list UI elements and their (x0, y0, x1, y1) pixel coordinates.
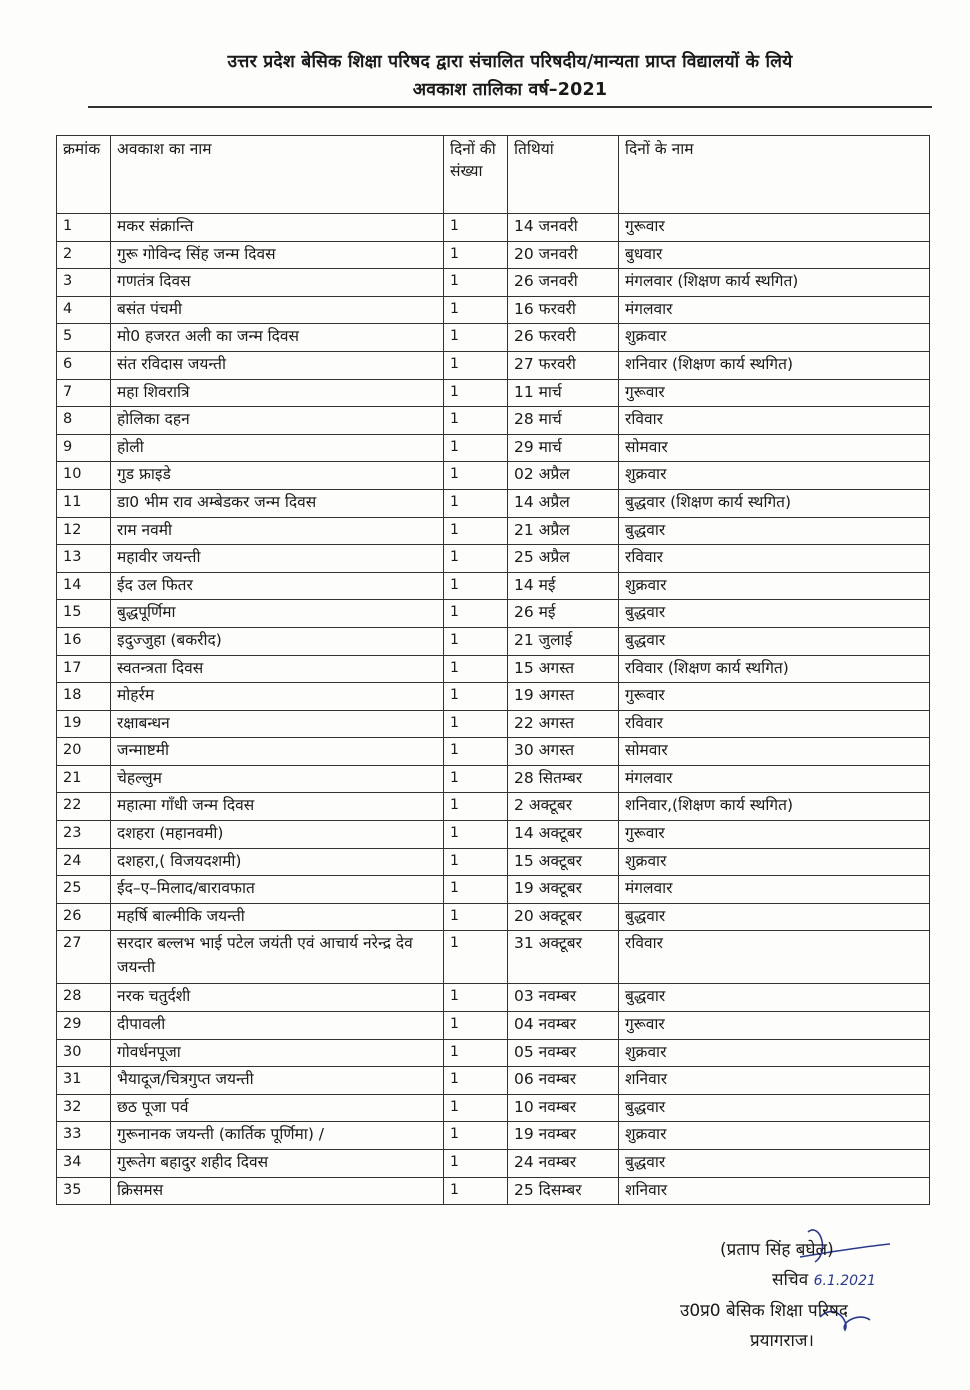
cell-serial: 31 (57, 1067, 111, 1095)
table-row (57, 793, 930, 821)
cell-day-name: रविवार (619, 931, 930, 984)
cell-date: 11 मार्च (508, 379, 619, 407)
cell-date: 10 नवम्बर (508, 1094, 619, 1122)
table-row (57, 710, 930, 738)
cell-serial: 4 (57, 296, 111, 324)
cell-day-name: शनिवार (शिक्षण कार्य स्थगित) (619, 351, 930, 379)
cell-holiday-name: गुरूनानक जयन्ती (कार्तिक पूर्णिमा) / (111, 1122, 444, 1150)
header-date: तिथियां (508, 136, 619, 214)
title-line-2: अवकाश तालिका वर्ष–2021 (412, 80, 608, 100)
cell-day-count: 1 (444, 269, 508, 297)
cell-serial: 34 (57, 1150, 111, 1178)
cell-day-name: शुक्रवार (619, 324, 930, 352)
cell-holiday-name: ईद उल फितर (111, 572, 444, 600)
table-row (57, 655, 930, 683)
signatory-office: उ0प्र0 बेसिक शिक्षा परिषद (680, 1301, 848, 1321)
table-row (57, 984, 930, 1012)
cell-day-count: 1 (444, 241, 508, 269)
document-title (90, 48, 930, 104)
cell-day-name: मंगलवार (619, 765, 930, 793)
cell-holiday-name: राम नवमी (111, 517, 444, 545)
cell-date: 30 अगस्त (508, 738, 619, 766)
cell-date: 24 नवम्बर (508, 1150, 619, 1178)
cell-day-name: गुरूवार (619, 379, 930, 407)
table-row (57, 489, 930, 517)
cell-holiday-name: नरक चतुर्दशी (111, 984, 444, 1012)
cell-date: 27 फरवरी (508, 351, 619, 379)
cell-day-name: शुक्रवार (619, 1122, 930, 1150)
signatory-name: (प्रताप सिंह बघेल) (720, 1240, 834, 1260)
cell-date: 19 अगस्त (508, 683, 619, 711)
cell-day-name: मंगलवार (619, 876, 930, 904)
table-row (57, 903, 930, 931)
cell-date: 15 अगस्त (508, 655, 619, 683)
cell-holiday-name: संत रविदास जयन्ती (111, 351, 444, 379)
table-row (57, 324, 930, 352)
cell-serial: 26 (57, 903, 111, 931)
cell-day-name: बुद्धवार (शिक्षण कार्य स्थगित) (619, 489, 930, 517)
table-row (57, 379, 930, 407)
cell-date: 21 जुलाई (508, 627, 619, 655)
cell-day-count: 1 (444, 324, 508, 352)
cell-holiday-name: बुद्धपूर्णिमा (111, 600, 444, 628)
cell-holiday-name: भैयादूज/चित्रगुप्त जयन्ती (111, 1067, 444, 1095)
table-row (57, 600, 930, 628)
cell-date: 29 मार्च (508, 434, 619, 462)
cell-day-count: 1 (444, 407, 508, 435)
cell-day-name: मंगलवार (शिक्षण कार्य स्थगित) (619, 269, 930, 297)
cell-day-count: 1 (444, 545, 508, 573)
cell-date: 14 मई (508, 572, 619, 600)
table-row (57, 241, 930, 269)
cell-day-name: बुद्धवार (619, 627, 930, 655)
cell-serial: 27 (57, 931, 111, 984)
cell-date: 26 मई (508, 600, 619, 628)
cell-day-name: शनिवार (619, 1177, 930, 1205)
cell-date: 28 सितम्बर (508, 765, 619, 793)
cell-holiday-name: महावीर जयन्ती (111, 545, 444, 573)
cell-date: 2 अक्टूबर (508, 793, 619, 821)
cell-holiday-name: महात्मा गाँधी जन्म दिवस (111, 793, 444, 821)
holiday-table (56, 135, 930, 1205)
cell-date: 04 नवम्बर (508, 1012, 619, 1040)
cell-day-count: 1 (444, 1177, 508, 1205)
cell-date: 05 नवम्बर (508, 1039, 619, 1067)
cell-day-name: गुरूवार (619, 214, 930, 242)
cell-serial: 33 (57, 1122, 111, 1150)
cell-day-name: बुद्धवार (619, 903, 930, 931)
cell-day-count: 1 (444, 1067, 508, 1095)
cell-date: 25 दिसम्बर (508, 1177, 619, 1205)
cell-date: 25 अप्रैल (508, 545, 619, 573)
cell-holiday-name: स्वतन्त्रता दिवस (111, 655, 444, 683)
cell-day-count: 1 (444, 379, 508, 407)
cell-holiday-name: होलिका दहन (111, 407, 444, 435)
cell-day-count: 1 (444, 1094, 508, 1122)
cell-day-name: बुद्धवार (619, 1150, 930, 1178)
table-row (57, 517, 930, 545)
cell-serial: 7 (57, 379, 111, 407)
cell-day-count: 1 (444, 710, 508, 738)
cell-date: 16 फरवरी (508, 296, 619, 324)
table-row (57, 738, 930, 766)
table-row (57, 1067, 930, 1095)
cell-day-count: 1 (444, 600, 508, 628)
cell-day-count: 1 (444, 655, 508, 683)
table-row (57, 1094, 930, 1122)
cell-holiday-name: ईद–ए–मिलाद/बारावफात (111, 876, 444, 904)
table-row (57, 931, 930, 984)
table-row (57, 545, 930, 573)
cell-day-count: 1 (444, 765, 508, 793)
title-line-1: उत्तर प्रदेश बेसिक शिक्षा परिषद द्वारा संचालित परिषदीय/मान्यता प्राप्त विद्यालयों के लिये (227, 52, 793, 72)
cell-day-count: 1 (444, 793, 508, 821)
cell-day-count: 1 (444, 876, 508, 904)
cell-serial: 29 (57, 1012, 111, 1040)
table-row (57, 296, 930, 324)
cell-serial: 17 (57, 655, 111, 683)
cell-date: 20 अक्टूबर (508, 903, 619, 931)
cell-day-name: रविवार (619, 545, 930, 573)
header-day-count: दिनों की संख्या (444, 136, 508, 214)
cell-serial: 21 (57, 765, 111, 793)
cell-holiday-name: गणतंत्र दिवस (111, 269, 444, 297)
cell-holiday-name: गुरू गोविन्द सिंह जन्म दिवस (111, 241, 444, 269)
cell-day-count: 1 (444, 462, 508, 490)
table-row (57, 876, 930, 904)
cell-day-name: सोमवार (619, 738, 930, 766)
table-row (57, 1039, 930, 1067)
cell-day-count: 1 (444, 296, 508, 324)
cell-day-count: 1 (444, 214, 508, 242)
cell-day-name: शुक्रवार (619, 462, 930, 490)
cell-date: 22 अगस्त (508, 710, 619, 738)
cell-day-name: बुद्धवार (619, 1094, 930, 1122)
cell-serial: 23 (57, 821, 111, 849)
cell-day-count: 1 (444, 517, 508, 545)
cell-day-name: शुक्रवार (619, 848, 930, 876)
cell-day-count: 1 (444, 1012, 508, 1040)
table-row (57, 1177, 930, 1205)
cell-serial: 13 (57, 545, 111, 573)
cell-date: 31 अक्टूबर (508, 931, 619, 984)
cell-holiday-name: मो0 हजरत अली का जन्म दिवस (111, 324, 444, 352)
cell-day-name: सोमवार (619, 434, 930, 462)
cell-date: 21 अप्रैल (508, 517, 619, 545)
cell-day-name: गुरूवार (619, 1012, 930, 1040)
signatory-designation-line (680, 1265, 940, 1296)
table-row (57, 351, 930, 379)
cell-day-count: 1 (444, 351, 508, 379)
cell-day-count: 1 (444, 738, 508, 766)
cell-serial: 14 (57, 572, 111, 600)
cell-day-name: रविवार (619, 407, 930, 435)
table-row (57, 848, 930, 876)
cell-holiday-name: इदुज्जुहा (बकरीद) (111, 627, 444, 655)
cell-day-name: गुरूवार (619, 683, 930, 711)
cell-serial: 25 (57, 876, 111, 904)
cell-holiday-name: चेहल्लुम (111, 765, 444, 793)
cell-holiday-name: होली (111, 434, 444, 462)
cell-day-count: 1 (444, 903, 508, 931)
cell-serial: 5 (57, 324, 111, 352)
cell-day-count: 1 (444, 683, 508, 711)
cell-serial: 9 (57, 434, 111, 462)
cell-date: 19 नवम्बर (508, 1122, 619, 1150)
table-row (57, 683, 930, 711)
handwritten-date: 6.1.2021 (813, 1273, 876, 1289)
cell-serial: 32 (57, 1094, 111, 1122)
cell-day-count: 1 (444, 489, 508, 517)
cell-day-count: 1 (444, 572, 508, 600)
cell-holiday-name: बसंत पंचमी (111, 296, 444, 324)
cell-holiday-name: सरदार बल्लभ भाई पटेल जयंती एवं आचार्य नरेन्द्र देव जयन्ती (111, 931, 444, 984)
table-row (57, 1150, 930, 1178)
table-row (57, 407, 930, 435)
cell-holiday-name: गोवर्धनपूजा (111, 1039, 444, 1067)
cell-holiday-name: रक्षाबन्धन (111, 710, 444, 738)
cell-serial: 35 (57, 1177, 111, 1205)
cell-serial: 8 (57, 407, 111, 435)
cell-day-name: बुधवार (619, 241, 930, 269)
cell-holiday-name: छठ पूजा पर्व (111, 1094, 444, 1122)
cell-serial: 2 (57, 241, 111, 269)
cell-day-name: शुक्रवार (619, 572, 930, 600)
cell-date: 28 मार्च (508, 407, 619, 435)
cell-day-name: शुक्रवार (619, 1039, 930, 1067)
title-underline (88, 106, 932, 108)
cell-serial: 15 (57, 600, 111, 628)
cell-holiday-name: गुड फ्राइडे (111, 462, 444, 490)
cell-date: 02 अप्रैल (508, 462, 619, 490)
cell-serial: 20 (57, 738, 111, 766)
table-row (57, 434, 930, 462)
signature-block (680, 1235, 940, 1356)
cell-date: 14 अक्टूबर (508, 821, 619, 849)
signatory-place: प्रयागराज। (750, 1331, 814, 1351)
cell-day-name: मंगलवार (619, 296, 930, 324)
cell-holiday-name: दशहरा (महानवमी) (111, 821, 444, 849)
header-serial: क्रमांक (57, 136, 111, 214)
cell-holiday-name: महा शिवरात्रि (111, 379, 444, 407)
cell-serial: 22 (57, 793, 111, 821)
cell-serial: 28 (57, 984, 111, 1012)
cell-holiday-name: जन्माष्टमी (111, 738, 444, 766)
table-row (57, 765, 930, 793)
cell-holiday-name: मोहर्रम (111, 683, 444, 711)
cell-serial: 18 (57, 683, 111, 711)
cell-date: 06 नवम्बर (508, 1067, 619, 1095)
cell-day-count: 1 (444, 984, 508, 1012)
cell-holiday-name: डा0 भीम राव अम्बेडकर जन्म दिवस (111, 489, 444, 517)
table-row (57, 821, 930, 849)
cell-holiday-name: गुरूतेग बहादुर शहीद दिवस (111, 1150, 444, 1178)
cell-serial: 12 (57, 517, 111, 545)
cell-day-count: 1 (444, 821, 508, 849)
cell-holiday-name: दीपावली (111, 1012, 444, 1040)
table-row (57, 269, 930, 297)
cell-serial: 11 (57, 489, 111, 517)
cell-serial: 1 (57, 214, 111, 242)
table-row (57, 627, 930, 655)
cell-day-count: 1 (444, 627, 508, 655)
header-day-name: दिनों के नाम (619, 136, 930, 214)
cell-serial: 24 (57, 848, 111, 876)
table-row (57, 1122, 930, 1150)
cell-serial: 6 (57, 351, 111, 379)
cell-date: 20 जनवरी (508, 241, 619, 269)
cell-date: 26 जनवरी (508, 269, 619, 297)
cell-day-name: बुद्धवार (619, 984, 930, 1012)
cell-day-count: 1 (444, 1150, 508, 1178)
signatory-designation: सचिव (772, 1270, 809, 1290)
table-header-row (57, 136, 930, 214)
cell-serial: 3 (57, 269, 111, 297)
cell-holiday-name: महर्षि बाल्मीकि जयन्ती (111, 903, 444, 931)
table-row (57, 1012, 930, 1040)
cell-serial: 10 (57, 462, 111, 490)
cell-serial: 30 (57, 1039, 111, 1067)
table-row (57, 572, 930, 600)
table-row (57, 214, 930, 242)
cell-date: 14 जनवरी (508, 214, 619, 242)
table-row (57, 462, 930, 490)
cell-day-name: शनिवार (619, 1067, 930, 1095)
cell-day-count: 1 (444, 848, 508, 876)
cell-date: 26 फरवरी (508, 324, 619, 352)
cell-date: 03 नवम्बर (508, 984, 619, 1012)
cell-serial: 19 (57, 710, 111, 738)
cell-serial: 16 (57, 627, 111, 655)
cell-day-count: 1 (444, 434, 508, 462)
cell-day-count: 1 (444, 931, 508, 984)
cell-day-name: रविवार (619, 710, 930, 738)
cell-date: 19 अक्टूबर (508, 876, 619, 904)
cell-date: 14 अप्रैल (508, 489, 619, 517)
cell-day-count: 1 (444, 1122, 508, 1150)
cell-holiday-name: क्रिसमस (111, 1177, 444, 1205)
cell-day-name: रविवार (शिक्षण कार्य स्थगित) (619, 655, 930, 683)
cell-holiday-name: दशहरा,( विजयदशमी) (111, 848, 444, 876)
cell-day-name: बुद्धवार (619, 600, 930, 628)
cell-date: 15 अक्टूबर (508, 848, 619, 876)
cell-holiday-name: मकर संक्रान्ति (111, 214, 444, 242)
cell-day-count: 1 (444, 1039, 508, 1067)
cell-day-name: गुरूवार (619, 821, 930, 849)
cell-day-name: शनिवार,(शिक्षण कार्य स्थगित) (619, 793, 930, 821)
header-holiday-name: अवकाश का नाम (111, 136, 444, 214)
cell-day-name: बुद्धवार (619, 517, 930, 545)
